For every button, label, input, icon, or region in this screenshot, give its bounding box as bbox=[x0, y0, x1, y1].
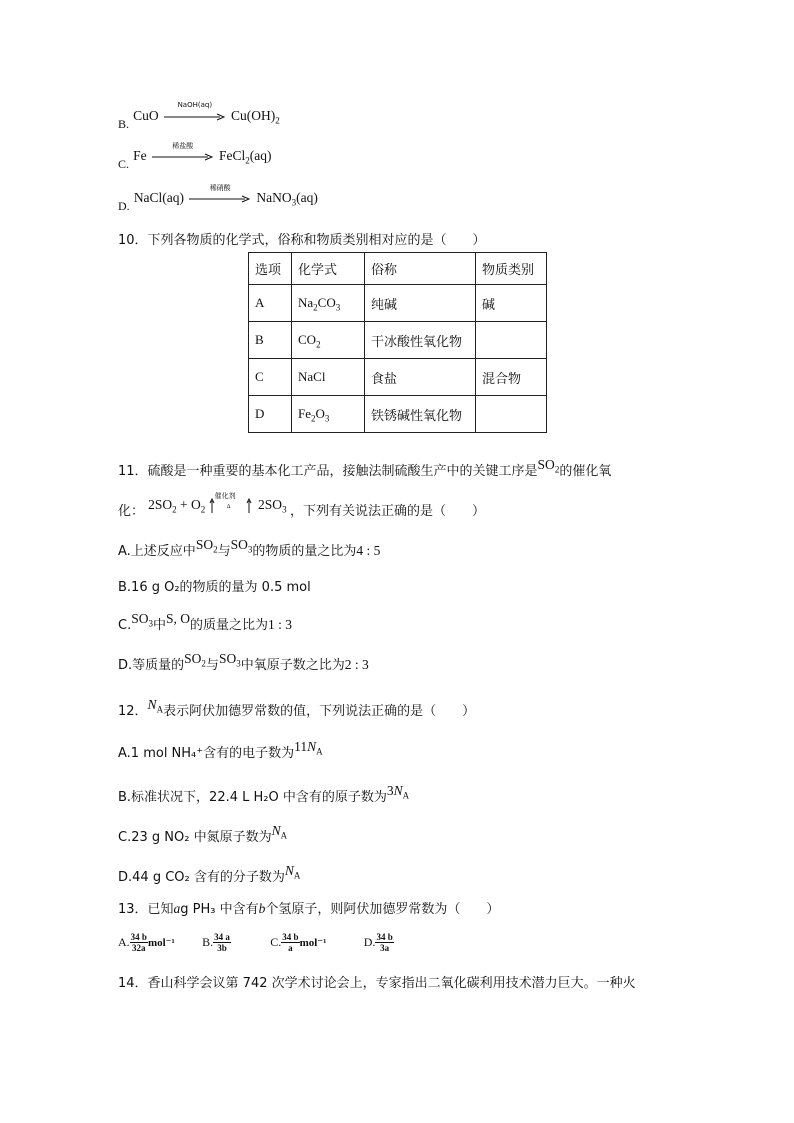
q11-stem-line1: 11．硫酸是一种重要的基本化工产品，接触法制硫酸生产中的关键工序是$SO_2$的催化氧 bbox=[118, 457, 612, 479]
q13-option-c: C. $\frac{34 b}{a}$ mol⁻¹ bbox=[270, 932, 327, 953]
q13-options bbox=[118, 932, 394, 953]
option-cell: D bbox=[249, 396, 292, 433]
q10-stem: 10．下列各物质的化学式，俗称和物质类别相对应的是（ ） bbox=[118, 233, 486, 248]
header-cell: 化学式 bbox=[292, 253, 365, 285]
reaction-condition: 稀硝酸 bbox=[209, 183, 231, 192]
option-cell: B bbox=[249, 322, 292, 359]
header-cell: 选项 bbox=[249, 253, 292, 285]
reversible-arrow-icon: 催化剂 Δ bbox=[209, 495, 255, 517]
header-cell: 物质类别 bbox=[476, 253, 547, 285]
q9-option-d bbox=[118, 183, 318, 213]
q11-option-d: D.等质量的$SO_2$与$SO_3$中氧原子数之比为2 : 3 bbox=[118, 651, 369, 673]
reaction-condition: 稀盐酸 bbox=[172, 141, 194, 150]
reaction-arrow bbox=[152, 141, 214, 161]
header-cell: 俗称 bbox=[365, 253, 476, 285]
reaction-arrow bbox=[189, 183, 251, 203]
q11-stem-line2: 化： $2SO_2 + O_2$ 催化剂 Δ $2SO_3$ ，下列有关说法正确的是（ ） bbox=[118, 491, 485, 519]
product: $Cu(OH)_2$ bbox=[230, 108, 280, 126]
q12-option-d: D.44 g CO₂ 含有的分子数为$N_A$ bbox=[118, 863, 301, 885]
category-cell bbox=[476, 322, 547, 359]
option-label: D. bbox=[118, 199, 130, 213]
table-row bbox=[249, 322, 547, 359]
table-row bbox=[249, 285, 547, 322]
common-name-cell: 铁锈碱性氧化物 bbox=[365, 396, 476, 433]
q11-option-c: $C.SO_3$中S, O的质量之比为1 : 3 bbox=[118, 611, 293, 633]
formula-cell: $Na_2CO_3$ bbox=[292, 285, 365, 322]
reactant: NaCl(aq) bbox=[133, 190, 185, 205]
q13-option-b: B. $\frac{34 a}{3b}$ bbox=[202, 932, 230, 953]
common-name-cell: 食盐 bbox=[365, 359, 476, 396]
table-row bbox=[249, 396, 547, 433]
q14-stem: 14．香山科学会议第 742 次学术讨论会上，专家指出二氧化碳利用技术潜力巨大。一种火 bbox=[118, 976, 636, 991]
q11-option-a: A.上述反应中$SO_2$与$SO_3$的物质的量之比为4 : 5 bbox=[118, 537, 381, 559]
q12-option-c: C.23 g NO₂ 中氮原子数为$N_A$ bbox=[118, 823, 288, 845]
reaction-arrow bbox=[164, 100, 226, 121]
q13-stem: 13．已知ag PH₃ 中含有b个氢原子，则阿伏加德罗常数为（ ） bbox=[118, 901, 500, 917]
reaction-condition: NaOH(aq) bbox=[177, 100, 213, 109]
category-cell bbox=[476, 396, 547, 433]
product: FeCl$_2$(aq) bbox=[218, 148, 272, 166]
option-cell: C bbox=[249, 359, 292, 396]
option-cell: A bbox=[249, 285, 292, 322]
formula-cell: NaCl bbox=[292, 359, 365, 396]
q9-option-b bbox=[118, 100, 280, 131]
common-name-cell: 干冰酸性氧化物 bbox=[365, 322, 476, 359]
category-cell: 碱 bbox=[476, 285, 547, 322]
table-row bbox=[249, 359, 547, 396]
q11-option-b: B.16 g O₂的物质的量为 0.5 mol bbox=[118, 580, 311, 595]
reaction-equation: $2SO_2 + O_2$ 催化剂 Δ $2SO_3$ bbox=[148, 497, 290, 512]
option-label: B. bbox=[118, 117, 130, 131]
common-name-cell: 纯碱 bbox=[365, 285, 476, 322]
q10-table bbox=[248, 252, 547, 433]
product: NaNO$_3$(aq) bbox=[256, 190, 318, 208]
q12-stem: 12．$N_A$表示阿伏加德罗常数的值，下列说法正确的是（ ） bbox=[118, 697, 476, 719]
q12-option-a: A.1 mol NH₄⁺含有的电子数为$11N_A$ bbox=[118, 739, 323, 761]
table-header-row bbox=[249, 253, 547, 285]
category-cell: 混合物 bbox=[476, 359, 547, 396]
option-label: C. bbox=[118, 157, 130, 171]
q13-option-d: D. $\frac{34 b}{3a}$ bbox=[363, 932, 393, 953]
q13-option-a: A. $\frac{34 b}{32a}$ mol⁻¹ bbox=[118, 932, 175, 953]
q12-option-b: B.标准状况下，22.4 L H₂O 中含有的原子数为$3N_A$ bbox=[118, 783, 410, 805]
formula-cell: $CO_2$ bbox=[292, 322, 365, 359]
reactant: Fe bbox=[133, 148, 147, 163]
reactant: CuO bbox=[133, 108, 159, 123]
q9-option-c bbox=[118, 141, 272, 171]
formula-cell: $Fe_2O_3$ bbox=[292, 396, 365, 433]
